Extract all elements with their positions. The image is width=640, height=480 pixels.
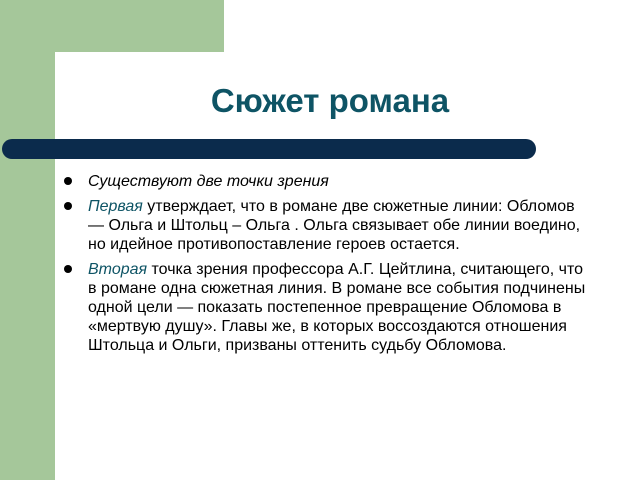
bullet-lead: Первая xyxy=(88,198,143,215)
bullet-list xyxy=(64,172,594,361)
slide-title: Сюжет романа xyxy=(210,82,450,119)
bullet-dot-icon xyxy=(64,202,72,210)
bullet-item-1 xyxy=(64,172,594,191)
bullet-lead: Вторая xyxy=(88,261,148,278)
bullet-text: утверждает, что в романе две сюжетные линии: Обломов — Ольга и Штольц – Ольга . Ольга связывает обе линии воедино, но идейное противопоставление героев остается. xyxy=(88,198,581,253)
bullet-dot-icon xyxy=(64,177,72,185)
bullet-dot-icon xyxy=(64,265,72,273)
green-accent-left xyxy=(0,0,55,480)
bullet-item-3 xyxy=(64,260,594,355)
bullet-item-2 xyxy=(64,197,594,254)
bullet-lead: Существуют две точки зрения xyxy=(88,173,329,190)
bullet-text: точка зрения профессора А.Г. Цейтлина, считающего, что в романе одна сюжетная линия. В романе все события подчинены одной цели — показать постепенное превращение Обломова в «мертвую душу». Главы же, в которых воссоздаются отношения Штольца и Ольги, призваны оттенить судьбу Обломова. xyxy=(88,261,586,354)
green-accent-top xyxy=(0,0,224,52)
title-underline-bar xyxy=(2,139,536,159)
